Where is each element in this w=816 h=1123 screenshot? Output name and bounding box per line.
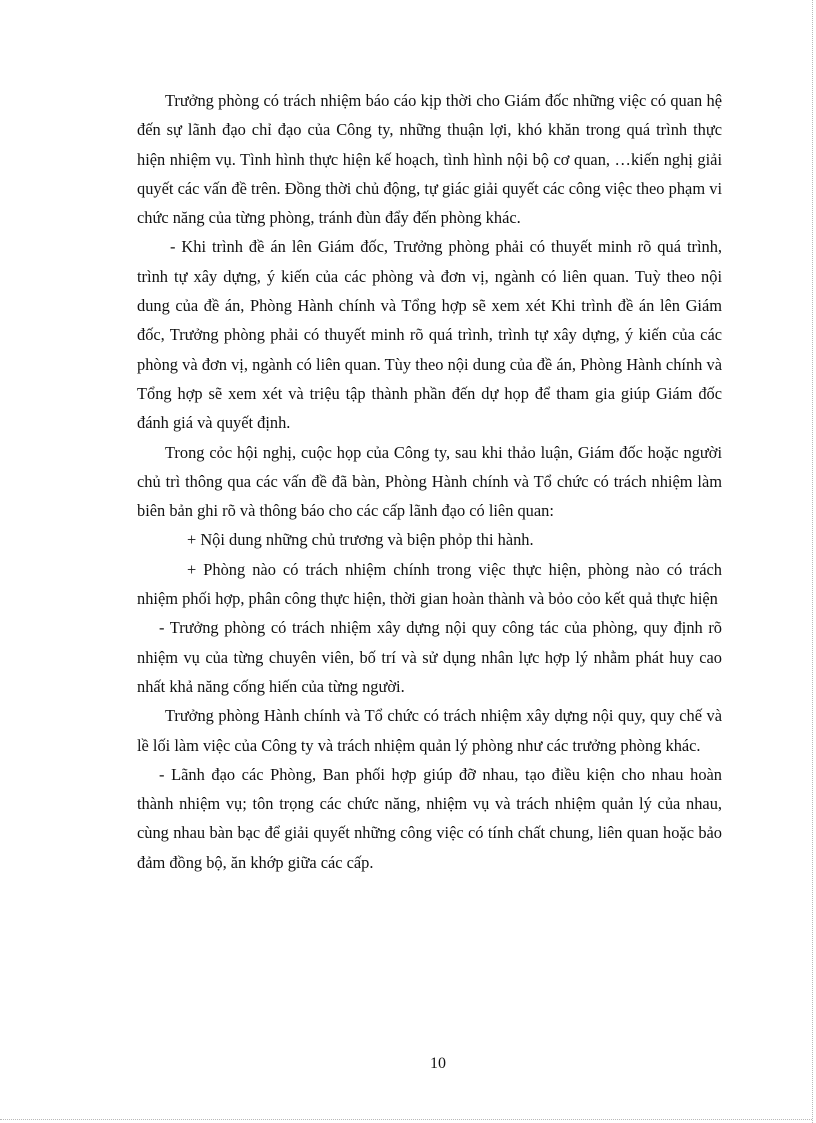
paragraph-admin-head-duty: Trưởng phòng Hành chính và Tổ chức có trách nhiệm xây dựng nội quy, quy chế và lề lối làm việc của Công ty và trách nhiệm quản lý phòng như các trưởng phòng khác. xyxy=(137,706,722,755)
paragraph-report-duty: Trưởng phòng có trách nhiệm báo cáo kịp thời cho Giám đốc những việc có quan hệ đến sự lãnh đạo chỉ đạo của Công ty, những thuận lợi, khó khăn trong quá trình thực hiện nhiệm vụ. Tình hình thực hiện kế hoạch, tình hình nội bộ cơ quan, …kiến nghị giải quyết các vấn đề trên. Đồng thời chủ động, tự giác giải quyết các công việc theo phạm vi chức năng của từng phòng, tránh đùn đẩy đến phòng khác. xyxy=(137,91,722,228)
page-edge-bottom xyxy=(0,1119,812,1120)
paragraph-coordination: - Lãnh đạo các Phòng, Ban phối hợp giúp đỡ nhau, tạo điều kiện cho nhau hoàn thành nhiệm vụ; tôn trọng các chức năng, nhiệm vụ và trách nhiệm quản lý của nhau, cùng nhau bàn bạc để giải quyết những công việc có tính chất chung, liên quan hoặc bảo đảm đồng bộ, ăn khớp giữa các cấp. xyxy=(137,764,722,872)
paragraph-project-submission: - Khi trình đề án lên Giám đốc, Trưởng phòng phải có thuyết minh rõ quá trình, trình tự xây dựng, ý kiến của các phòng và đơn vị, ngành có liên quan. Tuỳ theo nội dung của đề án, Phòng Hành chính và Tổng hợp sẽ xem xét Khi trình đề án lên Giám đốc, Trưởng phòng phải có thuyết minh rõ quá trình, trình tự xây dựng, ý kiến của các phòng và đơn vị, ngành có liên quan. Tùy theo nội dung của đề án, Phòng Hành chính và Tổng hợp sẽ xem xét và triệu tập thành phần đến dự họp để tham gia giúp Giám đốc đánh giá và quyết định. xyxy=(137,237,722,433)
bullet-policy-content: + Nội dung những chủ trương và biện phỏp thi hành. xyxy=(187,530,534,550)
paragraph-department-rules: - Trưởng phòng có trách nhiệm xây dựng nội quy công tác của phòng, quy định rõ nhiệm vụ của từng chuyên viên, bố trí và sử dụng nhân lực hợp lý nhằm phát huy cao nhất khả năng cống hiến của từng người. xyxy=(137,618,722,696)
page-edge-right xyxy=(812,0,813,1123)
bullet-responsibility-assignment: + Phòng nào có trách nhiệm chính trong việc thực hiện, phòng nào có trách nhiệm phối hợp, phân công thực hiện, thời gian hoàn thành và bỏo cỏo kết quả thực hiện xyxy=(137,559,722,609)
paragraph-meeting-minutes: Trong cỏc hội nghị, cuộc họp của Công ty, sau khi thảo luận, Giám đốc hoặc người chủ trì thông qua các vấn đề đã bàn, Phòng Hành chính và Tổ chức có trách nhiệm làm biên bản ghi rõ và thông báo cho các cấp lãnh đạo có liên quan: xyxy=(137,442,722,521)
page-number: 10 xyxy=(430,1055,446,1072)
page-body xyxy=(137,86,722,877)
